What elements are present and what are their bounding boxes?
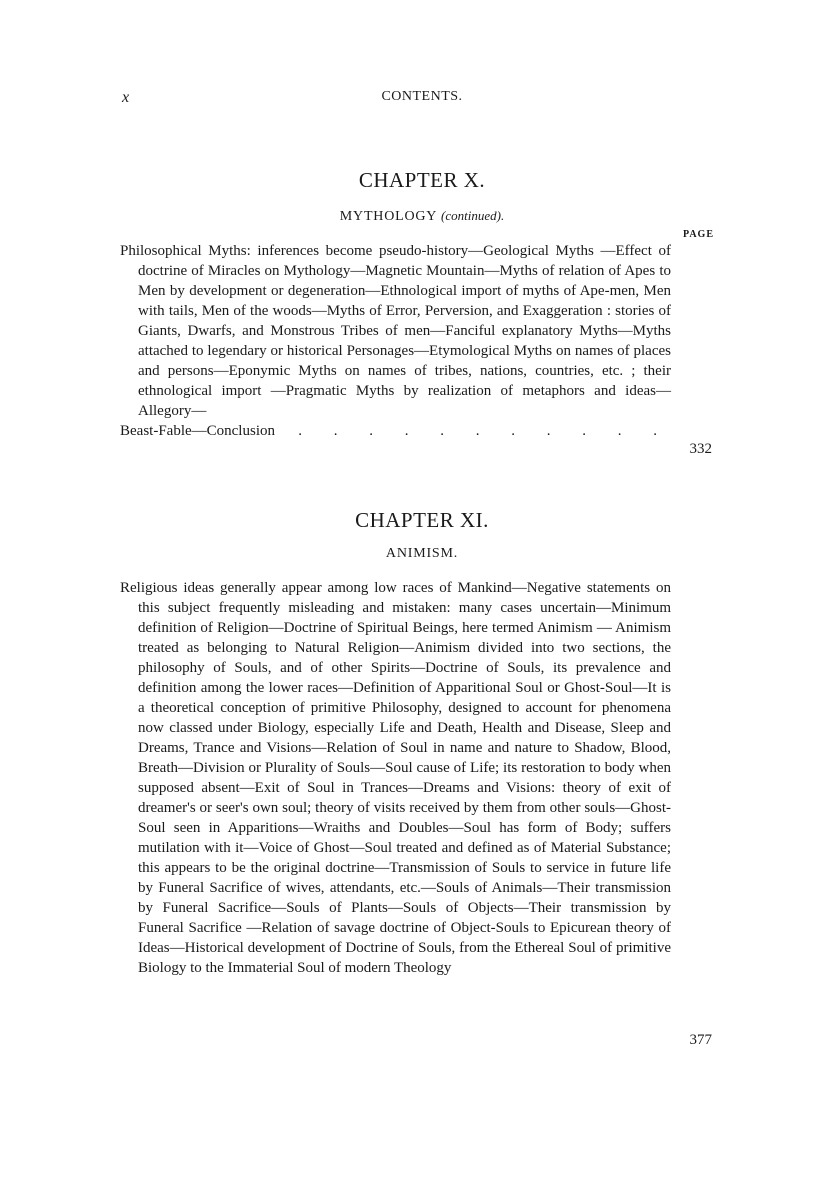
chapter-title: CHAPTER X. <box>358 168 486 192</box>
summary-last-text: Beast-Fable—Conclusion <box>120 423 275 439</box>
chapter-title: CHAPTER XI. <box>355 508 489 532</box>
page-column-label: PAGE <box>682 229 714 240</box>
chapter-subtitle <box>122 208 722 225</box>
chapter-subtitle: ANIMISM. <box>385 546 459 561</box>
page-folio: x <box>122 89 130 106</box>
summary-last-line <box>120 421 671 441</box>
running-head-title: CONTENTS. <box>381 89 463 104</box>
page-number: 377 <box>689 1032 712 1048</box>
chapter-summary <box>120 241 671 441</box>
running-head <box>122 89 722 109</box>
chapter-subtitle-text: MYTHOLOGY <box>339 209 437 224</box>
chapter-summary: Religious ideas generally appear among low races of Mankind—Negative statements on this subject frequently misleading and mistaken: many cases uncertain—Minimum definition of Religion—Doctrine of Spiritual Beings, here termed Animism — Animism treated as belonging to Natural Religion—Animism divided into two sections, the philosophy of Souls, and of other Spirits—Doctrine of Souls, its prevalence and definition among the lower races—Definition of Apparitional Soul or Ghost-Soul—It is a theoretical conception of primitive Philosophy, designed to account for phenomena now classed under Biology, especially Life and Death, Health and Disease, Sleep and Dreams, Trance and Visions—Relation of Soul in name and nature to Shadow, Blood, Breath—Division or Plurality of Souls—Soul cause of Life; its restoration to body when supposed absent—Exit of Soul in Trances—Dreams and Visions: theory of exit of dreamer's or seer's own soul; theory of visits received by them from other souls—Ghost-Soul seen in Apparitions—Wraiths and Doubles—Soul has form of Body; suffers mutilation with it—Voice of Ghost—Soul treated and defined as of Material Substance; this appears to be the original doctrine—Transmission of Souls to service in future life by Funeral Sacrifice of wives, attendants, etc.—Souls of Animals—Their transmission by Funeral Sacrifice—Souls of Plants—Souls of Objects—Their transmission by Funeral Sacrifice —Relation of savage doctrine of Object-Souls to Epicurean theory of Ideas—Historical development of Doctrine of Souls, from the Ethereal Soul of primitive Biology to the Immaterial Soul of modern Theology <box>120 580 671 976</box>
chapter-summary-text: Philosophical Myths: inferences become pseudo-history—Geological Myths —Effect of doctrine of Miracles on Mythology—Magnetic Mountain—Myths of relation of Apes to Men by development or degeneration—Ethnological import of myths of Ape-men, Men with tails, Men of the woods—Myths of Error, Perversion, and Exaggeration : stories of Giants, Dwarfs, and Monstrous Tribes of men—Fanciful explanatory Myths—Myths attached to legendary or historical Personages—Etymological Myths on names of places and persons—Eponymic Myths on names of tribes, nations, countries, etc. ; their ethnological import —Pragmatic Myths by realization of metaphors and ideas—Allegory— <box>120 243 671 419</box>
dot-leader: . . . . . . . . . . . <box>298 423 671 439</box>
chapter-subtitle-note: (continued). <box>441 208 505 223</box>
page-number: 332 <box>689 441 712 457</box>
